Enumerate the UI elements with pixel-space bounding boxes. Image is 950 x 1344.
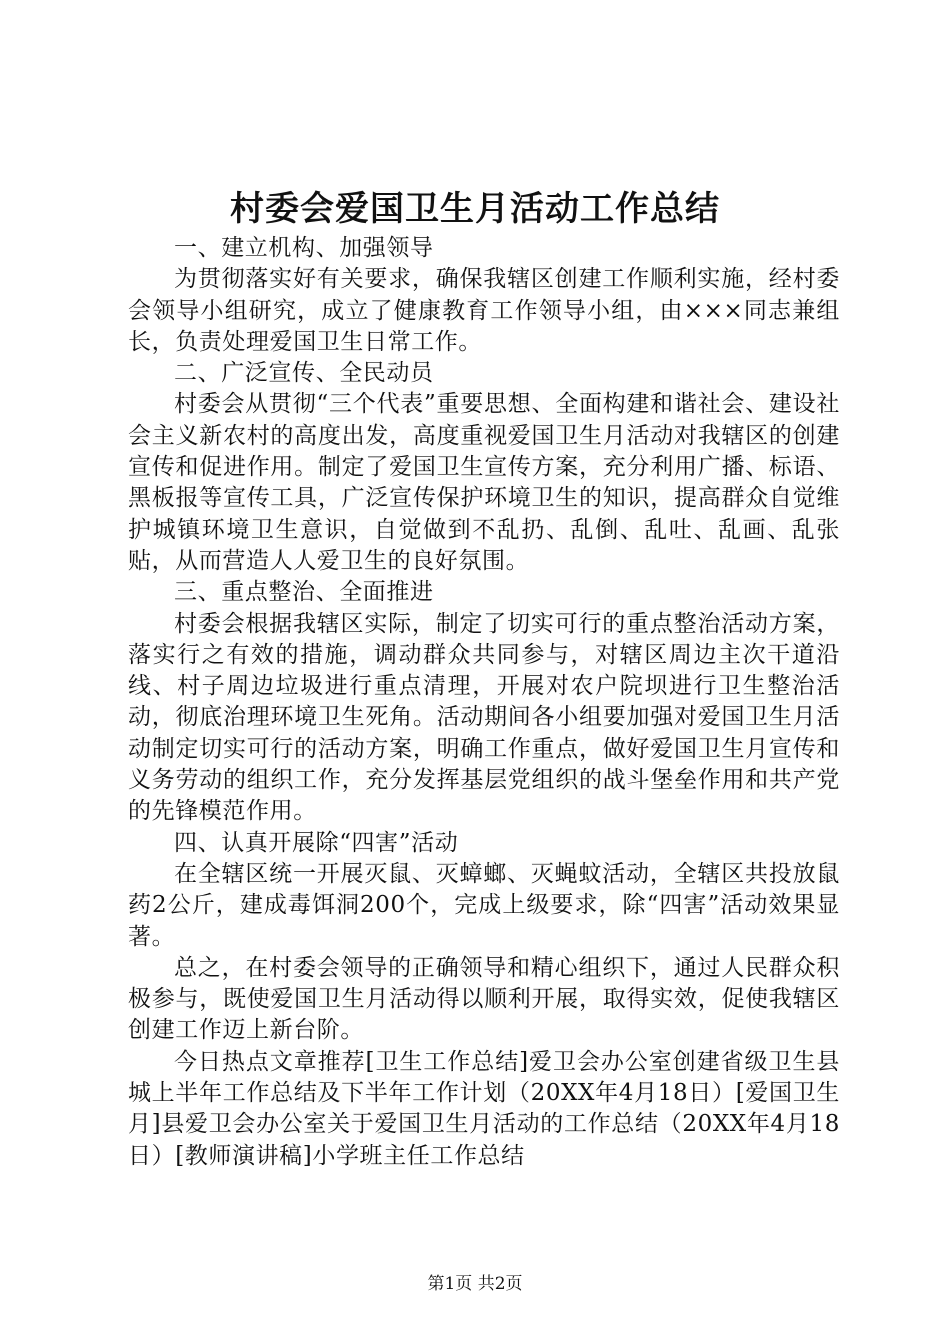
section-heading: 三、重点整治、全面推进 (174, 579, 434, 606)
recommendation-paragraph: 今日热点文章推荐[卫生工作总结]爱卫会办公室创建省级卫生县城上半年工作总结及下半年工作计划（20XX年4月18日）[爱国卫生月]县爱卫会办公室关于爱国卫生月活动的工作总结（20XX年4月18日）[教师演讲稿]小学班主任工作总结 (128, 1048, 840, 1169)
section-heading: 二、广泛宣传、全民动员 (174, 360, 434, 387)
section-paragraph: 在全辖区统一开展灭鼠、灭蟑螂、灭蝇蚊活动，全辖区共投放鼠药2公斤，建成毒饵洞200个，完成上级要求，除“四害”活动效果显著。 (128, 860, 840, 950)
document-title: 村委会爱国卫生月活动工作总结 (230, 189, 720, 229)
document-body (128, 233, 840, 1172)
section-paragraph: 村委会从贯彻“三个代表”重要思想、全面构建和谐社会、建设社会主义新农村的高度出发，高度重视爱国卫生月活动对我辖区的创建宣传和促进作用。制定了爱国卫生宣传方案，充分利用广播、标语、黑板报等宣传工具，广泛宣传保护环境卫生的知识，提高群众自觉维护城镇环境卫生意识，自觉做到不乱扔、乱倒、乱吐、乱画、乱张贴，从而营造人人爱卫生的良好氛围。 (128, 391, 840, 574)
page-footer: 第1页 共2页 (427, 1274, 523, 1294)
section-heading: 一、建立机构、加强领导 (174, 235, 434, 261)
section-paragraph: 为贯彻落实好有关要求，确保我辖区创建工作顺利实施，经村委会领导小组研究，成立了健康教育工作领导小组，由×××同志兼组长，负责处理爱国卫生日常工作。 (128, 266, 840, 355)
section-paragraph: 村委会根据我辖区实际，制定了切实可行的重点整治活动方案，落实行之有效的措施，调动群众共同参与，对辖区周边主次干道沿线、村子周边垃圾进行重点清理，开展对农户院坝进行卫生整治活动，彻底治理环境卫生死角。活动期间各小组要加强对爱国卫生月活动制定切实可行的活动方案，明确工作重点，做好爱国卫生月宣传和义务劳动的组织工作，充分发挥基层党组织的战斗堡垒作用和共产党的先锋模范作用。 (128, 610, 840, 825)
conclusion-paragraph: 总之，在村委会领导的正确领导和精心组织下，通过人民群众积极参与，既使爱国卫生月活动得以顺利开展，取得实效，促使我辖区创建工作迈上新台阶。 (128, 954, 840, 1044)
section-heading: 四、认真开展除“四害”活动 (174, 829, 459, 856)
